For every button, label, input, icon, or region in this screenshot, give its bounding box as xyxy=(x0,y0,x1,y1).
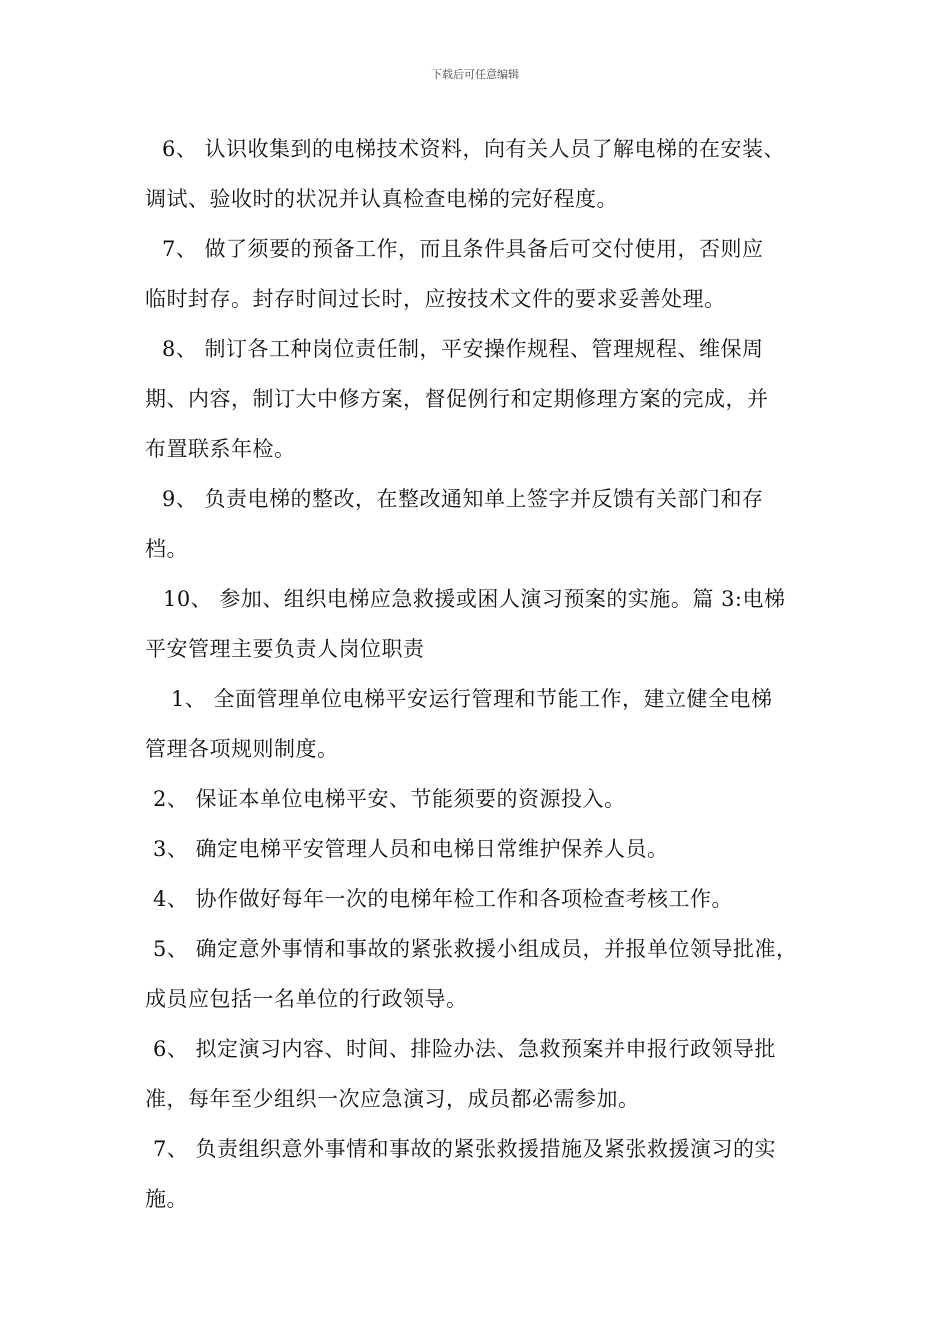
text-line xyxy=(145,434,296,464)
line-text: 布置联系年检。 xyxy=(145,437,296,461)
line-text: 6、 认识收集到的电梯技术资料，向有关人员了解电梯的在安装、 xyxy=(162,137,786,161)
line-text: 准，每年至少组织一次应急演习，成员都必需参加。 xyxy=(145,1087,640,1111)
text-line xyxy=(145,634,425,664)
text-line xyxy=(153,934,798,964)
text-line xyxy=(145,184,618,214)
line-text: 档。 xyxy=(145,537,188,561)
line-text: 1、 全面管理单位电梯平安运行管理和节能工作，建立健全电梯 xyxy=(171,687,773,711)
line-text: 5、 确定意外事情和事故的紧张救援小组成员，并报单位领导批准， xyxy=(153,937,798,961)
text-line xyxy=(163,584,786,614)
line-text: 10、 参加、组织电梯应急救援或困人演习预案的实施。篇 3:电梯 xyxy=(163,587,786,611)
text-line xyxy=(153,834,669,864)
text-line xyxy=(171,684,773,714)
line-text: 7、 做了须要的预备工作，而且条件具备后可交付使用，否则应 xyxy=(162,237,764,261)
line-text: 9、 负责电梯的整改，在整改通知单上签字并反馈有关部门和存 xyxy=(162,487,764,511)
text-line xyxy=(153,784,626,814)
line-text: 临时封存。封存时间过长时，应按技术文件的要求妥善处理。 xyxy=(145,287,726,311)
text-line xyxy=(162,484,764,514)
line-text: 平安管理主要负责人岗位职责 xyxy=(145,637,425,661)
line-text: 4、 协作做好每年一次的电梯年检工作和各项检查考核工作。 xyxy=(153,887,734,911)
text-line xyxy=(145,284,726,314)
line-text: 3、 确定电梯平安管理人员和电梯日常维护保养人员。 xyxy=(153,837,669,861)
text-line xyxy=(145,534,188,564)
text-line xyxy=(162,234,764,264)
line-text: 调试、验收时的状况并认真检查电梯的完好程度。 xyxy=(145,187,618,211)
line-text: 2、 保证本单位电梯平安、节能须要的资源投入。 xyxy=(153,787,626,811)
text-line xyxy=(153,1134,776,1164)
line-text: 7、 负责组织意外事情和事故的紧张救援措施及紧张救援演习的实 xyxy=(153,1137,777,1161)
text-line xyxy=(145,984,468,1014)
line-text: 施。 xyxy=(145,1187,188,1211)
line-text: 期、内容，制订大中修方案，督促例行和定期修理方案的完成，并 xyxy=(145,387,769,411)
text-line xyxy=(153,1034,776,1064)
text-line xyxy=(162,334,764,364)
text-line xyxy=(145,384,769,414)
page-header: 下载后可任意编辑 xyxy=(431,68,519,81)
text-line xyxy=(162,134,785,164)
text-line xyxy=(145,1184,188,1214)
line-text: 8、 制订各工种岗位责任制，平安操作规程、管理规程、维保周 xyxy=(162,337,764,361)
text-line xyxy=(153,884,733,914)
text-line xyxy=(145,734,339,764)
line-text: 6、 拟定演习内容、时间、排险办法、急救预案并申报行政领导批 xyxy=(153,1037,777,1061)
line-text: 管理各项规则制度。 xyxy=(145,737,339,761)
line-text: 成员应包括一名单位的行政领导。 xyxy=(145,987,468,1011)
text-line xyxy=(145,1084,640,1114)
